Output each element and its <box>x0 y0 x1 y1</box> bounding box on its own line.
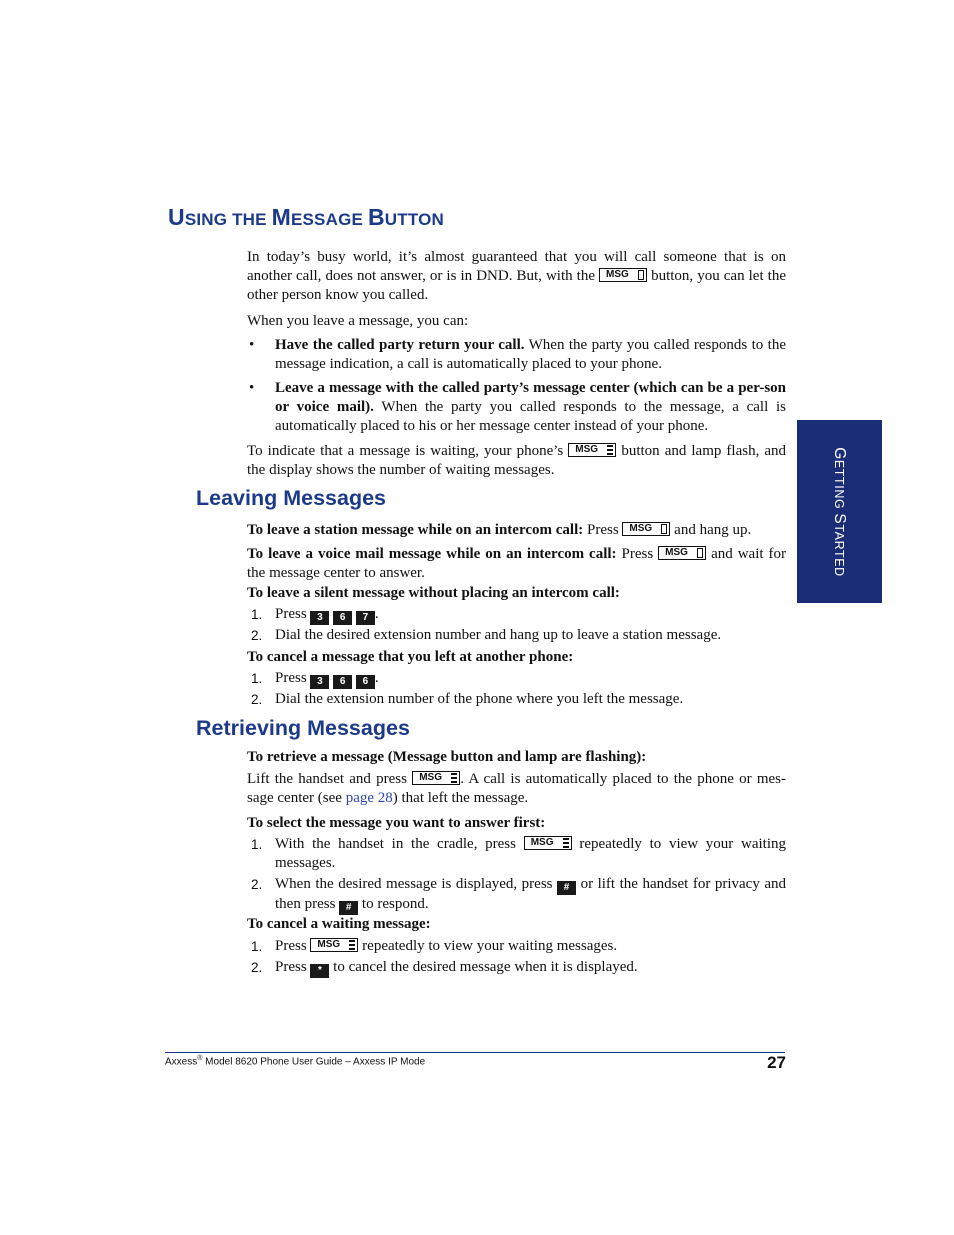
hash-key-icon: # <box>557 881 576 895</box>
side-tab <box>797 420 882 603</box>
section-heading-leaving: Leaving Messages <box>196 486 387 510</box>
step-item: 1. Press 3 6 6 . <box>251 670 379 687</box>
instruction-heading: To select the message you want to answer first: <box>247 815 546 831</box>
section-heading-retrieving: Retrieving Messages <box>196 716 410 740</box>
key-3-icon: 3 <box>310 611 329 625</box>
instruction: Lift the handset and press MSG . A call is automatically placed to the phone or mes-sage center (see page 28) that left the message. <box>247 771 787 806</box>
key-6-icon: 6 <box>356 675 375 689</box>
page-link[interactable]: page 28 <box>345 790 393 806</box>
step-item: 2. Press * to cancel the desired message when it is displayed. <box>251 959 638 976</box>
msg-key-icon: MSG <box>622 522 670 536</box>
instruction: To leave a station message while on an intercom call: Press MSG and hang up. <box>247 522 752 538</box>
step-item: 2. When the desired message is displayed, press # or lift the handset for privacy and then press # to respond. <box>251 876 787 913</box>
instruction: To leave a voice mail message while on an intercom call: Press MSG and wait for the message center to answer. <box>247 546 786 581</box>
indicator-paragraph: To indicate that a message is waiting, your phone’s MSG button and lamp flash, and the display shows the number of waiting messages. <box>247 443 787 478</box>
step-item: 1. Press MSG repeatedly to view your waiting messages. <box>251 938 618 954</box>
footer-divider <box>165 1052 785 1053</box>
page-title: USING THE MESSAGE BUTTON <box>168 204 445 230</box>
step-item: 1. With the handset in the cradle, press MSG repeatedly to view your waiting messages. <box>251 836 787 871</box>
star-key-icon: * <box>310 964 329 978</box>
bullet-item: • Have the called party return your call. When the party you called responds to the message indication, a call is automatically placed to your phone. <box>249 337 786 372</box>
instruction-heading: To cancel a waiting message: <box>247 916 431 932</box>
key-7-icon: 7 <box>356 611 375 625</box>
msg-lamp-key-icon: MSG <box>524 836 572 850</box>
msg-key-icon: MSG <box>658 546 706 560</box>
key-6-icon: 6 <box>333 611 352 625</box>
msg-key-icon: MSG <box>599 268 647 282</box>
key-6-icon: 6 <box>333 675 352 689</box>
bullet-item: • Leave a message with the called party’s message center (which can be a per-son or voice mail). When the party you called responds to the message, a call is automatically placed to his or her message center instead of your phone. <box>249 380 787 434</box>
key-3-icon: 3 <box>310 675 329 689</box>
intro-lead: When you leave a message, you can: <box>247 313 469 329</box>
instruction-heading: To leave a silent message without placing an intercom call: <box>247 585 620 601</box>
page-number: 27 <box>767 1053 786 1072</box>
step-item: 1. Press 3 6 7 . <box>251 606 379 623</box>
intro-paragraph: In today’s busy world, it’s almost guaranteed that you will call someone that is on another call, does not answer, or is in DND. But, with the MSG button, you can let the other person know you called. <box>247 249 786 303</box>
step-item: 2. Dial the desired extension number and hang up to leave a station message. <box>251 627 722 643</box>
instruction-heading: To retrieve a message (Message button and lamp are flashing): <box>247 749 647 765</box>
msg-lamp-key-icon: MSG <box>568 443 616 457</box>
msg-lamp-key-icon: MSG <box>310 938 358 952</box>
side-tab-label: GETTING STARTED <box>831 447 848 577</box>
step-item: 2. Dial the extension number of the phone where you left the message. <box>251 691 684 707</box>
footer-text: Axxess® Model 8620 Phone User Guide – Axxess IP Mode <box>165 1055 426 1068</box>
msg-lamp-key-icon: MSG <box>412 771 460 785</box>
hash-key-icon: # <box>339 901 358 915</box>
instruction-heading: To cancel a message that you left at another phone: <box>247 649 574 665</box>
